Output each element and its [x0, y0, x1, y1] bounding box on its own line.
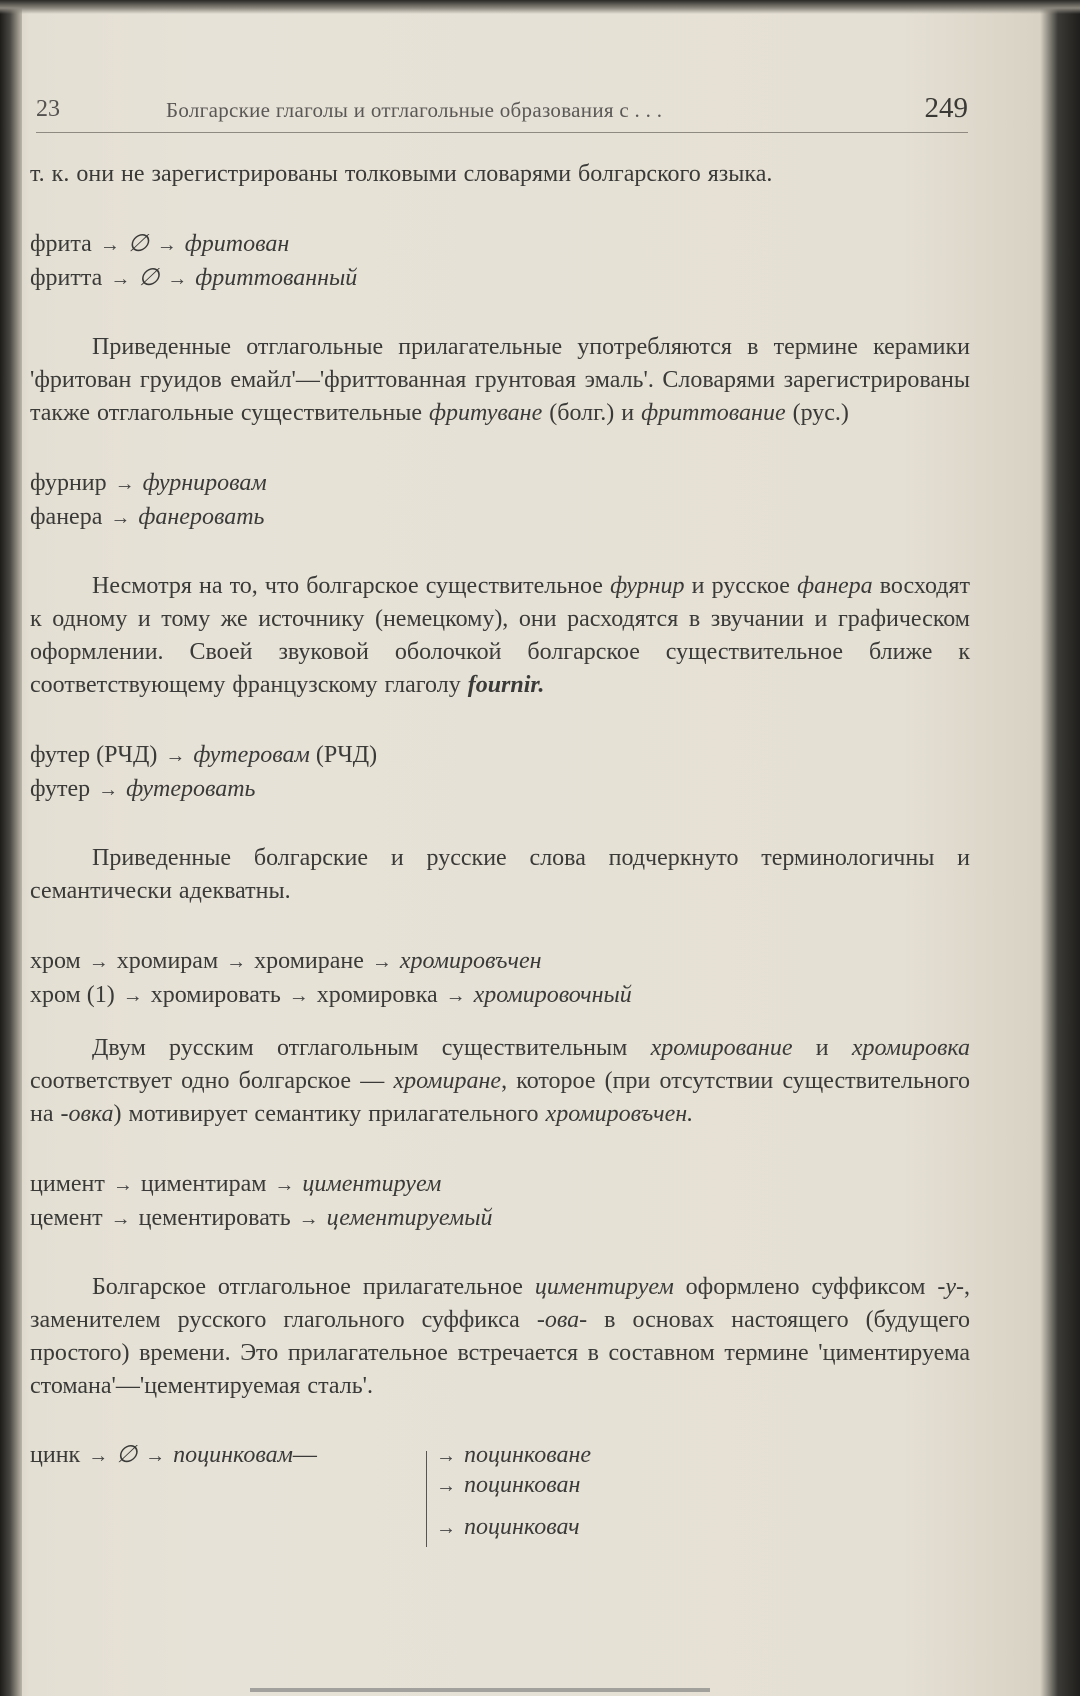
- derived-word: фанеровать: [138, 504, 265, 530]
- example-line: [30, 1201, 970, 1235]
- continuation-paragraph: т. к. они не зарегистрированы толковыми словарями болгарского языка.: [30, 161, 773, 187]
- zero-sign: ∅: [116, 1442, 138, 1468]
- bottom-edge-mark: [250, 1688, 710, 1692]
- example-hrom: [30, 944, 970, 1012]
- example-line: [30, 466, 970, 500]
- source-word: хром (1): [30, 982, 115, 1008]
- arrow-icon: →: [167, 268, 188, 290]
- arrow-icon: →: [436, 1517, 456, 1539]
- derived-word: поцинковач: [464, 1514, 580, 1540]
- paragraph-furnir: Несмотря на то, что болгарское существительное фурнир и русское фанера восходят к одному и тому же источнику (немецкому), они расходятся в звучании и графическом оформлении. Своей звуковой оболочкой болгарское существительное ближе к соответствующему французскому глаголу fournir.: [30, 573, 971, 698]
- arrow-icon: →: [165, 745, 186, 767]
- example-frita: [30, 227, 970, 295]
- arrow-icon: →: [274, 1174, 295, 1196]
- arrow-icon: →: [110, 1208, 131, 1230]
- arrow-icon: →: [110, 268, 131, 290]
- zero-sign: ∅: [127, 231, 149, 257]
- source-word: фрита: [30, 231, 92, 257]
- source-word: фурнир: [30, 470, 107, 496]
- example-line: [30, 978, 970, 1012]
- source-tag: (РЧД): [96, 742, 158, 768]
- arrow-icon: →: [371, 951, 392, 973]
- verb-word: хромировать: [150, 982, 281, 1008]
- header-left-number: 23: [36, 96, 60, 122]
- arrow-icon: →: [112, 1174, 133, 1196]
- arrow-icon: →: [110, 507, 131, 529]
- source-word: цимент: [30, 1171, 105, 1197]
- paragraph-cement: Болгарское отглагольное прилагательное циментируем оформлено суффиксом -у-, заменителем русского глагольного суффикса -ова- в основах настоящего (будущего простого) времени. Это прилагательное встречается в составном термине 'циментируема стомана'—'цементируемая сталь'.: [30, 1274, 970, 1399]
- tree-branch-1: [428, 1439, 591, 1473]
- book-spine-shadow: [0, 0, 22, 1696]
- source-word: футер: [30, 776, 91, 802]
- noun-word: хромировка: [316, 982, 438, 1008]
- derived-word: цементируемый: [326, 1205, 493, 1231]
- arrow-icon: →: [122, 985, 143, 1007]
- example-futer: [30, 738, 970, 806]
- arrow-icon: →: [145, 1445, 166, 1467]
- source-word: футер: [30, 742, 91, 768]
- paragraph-hrom: Двум русским отглагольным существительным хромирование и хромировка соответствует одно болгарское — хромиране, которое (при отсутствии существительного на -овка) мотивирует семантику прилагательного хромировъчен.: [30, 1035, 971, 1127]
- source-word: фанера: [30, 504, 103, 530]
- derived-word: футеровам: [193, 742, 310, 768]
- arrow-icon: →: [226, 951, 247, 973]
- branch-bracket: [426, 1451, 427, 1547]
- example-line: [30, 500, 970, 534]
- derived-word: фриттованный: [195, 265, 358, 291]
- verb-word: циментирам: [140, 1171, 267, 1197]
- example-line: [30, 1167, 970, 1201]
- example-line: [30, 261, 970, 295]
- example-cink-tree: [30, 1439, 970, 1569]
- arrow-icon: →: [298, 1208, 319, 1230]
- running-header: [36, 92, 968, 133]
- derived-word: фурнировам: [142, 470, 267, 496]
- arrow-icon: →: [98, 779, 119, 801]
- arrow-icon: →: [114, 473, 135, 495]
- derived-word: фритован: [184, 231, 290, 257]
- running-title: Болгарские глаголы и отглагольные образования с . . .: [166, 98, 663, 122]
- verb-word: хромирам: [116, 948, 219, 974]
- page-number: 249: [924, 92, 968, 124]
- paragraph-frita: Приведенные отглагольные прилагательные употребляются в термине керамики 'фритован груидов емайл'—'фриттованная грунтовая эмаль'. Словарями зарегистрированы также отглагольные существительные фритуване (болг.) и фриттование (рус.): [30, 334, 970, 426]
- example-line: [30, 944, 970, 978]
- example-furnir: [30, 466, 970, 534]
- source-word: цемент: [30, 1205, 103, 1231]
- derived-word: циментируем: [302, 1171, 442, 1197]
- arrow-icon: →: [88, 1445, 109, 1467]
- arrow-icon: →: [288, 985, 309, 1007]
- zero-sign: ∅: [138, 265, 160, 291]
- derived-word: хромировочный: [473, 982, 632, 1008]
- noun-word: хромиране: [254, 948, 364, 974]
- arrow-icon: →: [99, 234, 120, 256]
- example-cement: [30, 1167, 970, 1235]
- arrow-icon: →: [445, 985, 466, 1007]
- arrow-icon: →: [436, 1475, 456, 1497]
- derived-word: поцинкован: [464, 1472, 581, 1498]
- verb-word: цементировать: [138, 1205, 291, 1231]
- source-tag: (РЧД): [315, 742, 378, 768]
- derived-word: поцинковане: [464, 1442, 592, 1468]
- arrow-icon: →: [88, 951, 109, 973]
- example-line: [30, 738, 970, 772]
- top-edge-shadow: [0, 0, 1080, 14]
- tree-branch-2: [428, 1469, 580, 1503]
- tree-branch-3: [428, 1511, 580, 1545]
- example-line: [30, 772, 970, 806]
- source-word: цинк: [30, 1442, 81, 1468]
- page-body: [30, 158, 970, 1569]
- branch-dash: —: [292, 1442, 317, 1468]
- source-word: фритта: [30, 265, 103, 291]
- arrow-icon: →: [156, 234, 177, 256]
- source-word: хром: [30, 948, 81, 974]
- example-line: [30, 227, 970, 261]
- tree-root-line: [30, 1439, 317, 1473]
- derived-word: хромировъчен: [399, 948, 542, 974]
- paragraph-futer: Приведенные болгарские и русские слова подчеркнуто терминологичны и семантически адекватны.: [30, 845, 970, 904]
- derived-word: футеровать: [126, 776, 256, 802]
- arrow-icon: →: [436, 1445, 456, 1467]
- verb-word: поцинковам: [173, 1442, 293, 1468]
